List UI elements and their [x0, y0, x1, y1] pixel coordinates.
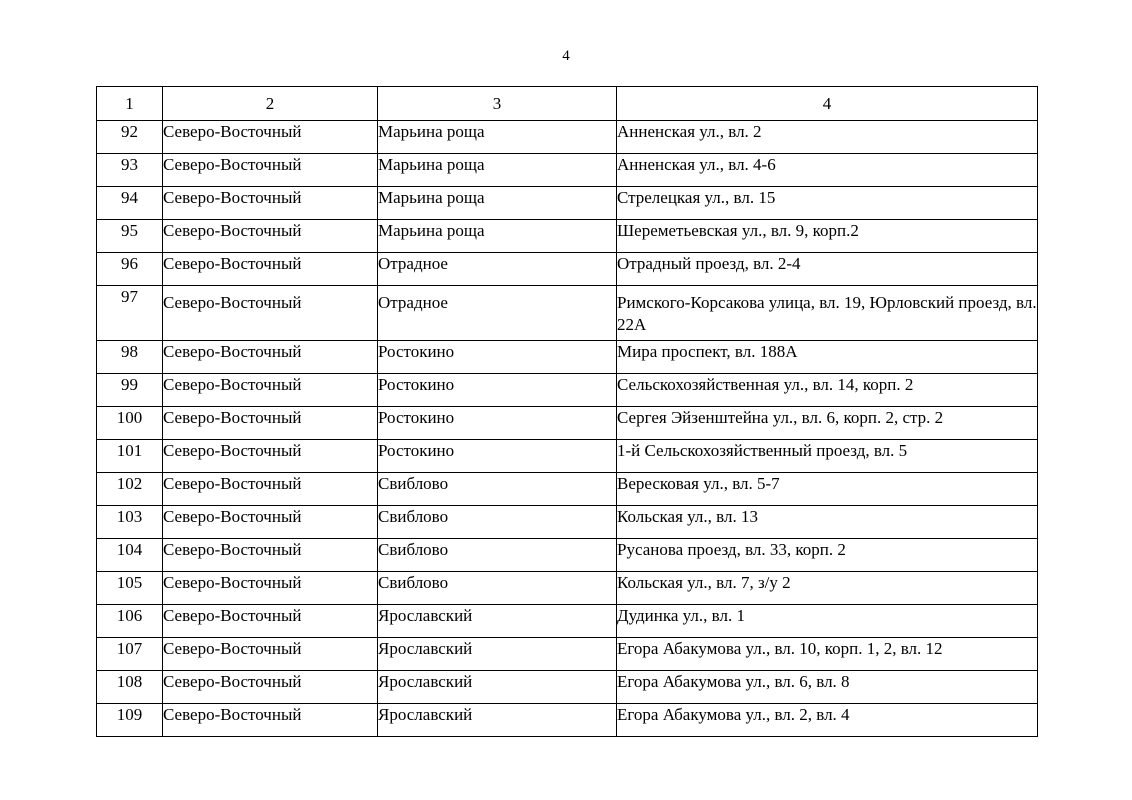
- table-row: [97, 253, 1038, 286]
- okrug-cell: Северо-Восточный: [163, 440, 378, 473]
- address-cell: Анненская ул., вл. 2: [617, 121, 1038, 154]
- okrug-cell: Северо-Восточный: [163, 220, 378, 253]
- table-row: [97, 539, 1038, 572]
- table-row: [97, 704, 1038, 737]
- okrug-cell: Северо-Восточный: [163, 407, 378, 440]
- address-cell: Сергея Эйзенштейна ул., вл. 6, корп. 2, стр. 2: [617, 407, 1038, 440]
- row-number: 109: [97, 704, 163, 737]
- table-row: [97, 572, 1038, 605]
- row-number: 92: [97, 121, 163, 154]
- okrug-cell: Северо-Восточный: [163, 374, 378, 407]
- row-number: 105: [97, 572, 163, 605]
- row-number: 97: [97, 286, 163, 341]
- address-cell: Егора Абакумова ул., вл. 6, вл. 8: [617, 671, 1038, 704]
- row-number: 102: [97, 473, 163, 506]
- page-number: 4: [562, 48, 570, 64]
- address-cell: Анненская ул., вл. 4-6: [617, 154, 1038, 187]
- address-table: [96, 86, 1038, 737]
- address-cell: Русанова проезд, вл. 33, корп. 2: [617, 539, 1038, 572]
- okrug-cell: Северо-Восточный: [163, 539, 378, 572]
- okrug-cell: Северо-Восточный: [163, 704, 378, 737]
- okrug-cell: Северо-Восточный: [163, 572, 378, 605]
- address-cell: Шереметьевская ул., вл. 9, корп.2: [617, 220, 1038, 253]
- table-row: [97, 638, 1038, 671]
- okrug-cell: Северо-Восточный: [163, 121, 378, 154]
- table-row: [97, 220, 1038, 253]
- row-number: 101: [97, 440, 163, 473]
- table-body: [97, 121, 1038, 737]
- row-number: 106: [97, 605, 163, 638]
- row-number: 94: [97, 187, 163, 220]
- header-col-4: 4: [617, 87, 1038, 121]
- table-row: [97, 154, 1038, 187]
- address-cell: Кольская ул., вл. 13: [617, 506, 1038, 539]
- table-row: [97, 187, 1038, 220]
- address-cell: Кольская ул., вл. 7, з/у 2: [617, 572, 1038, 605]
- table-row: [97, 506, 1038, 539]
- district-cell: Ростокино: [378, 407, 617, 440]
- address-cell: Дудинка ул., вл. 1: [617, 605, 1038, 638]
- address-cell: Вересковая ул., вл. 5-7: [617, 473, 1038, 506]
- address-cell: Отрадный проезд, вл. 2-4: [617, 253, 1038, 286]
- table-row: [97, 440, 1038, 473]
- address-cell: Егора Абакумова ул., вл. 2, вл. 4: [617, 704, 1038, 737]
- row-number: 103: [97, 506, 163, 539]
- address-cell: 1-й Сельскохозяйственный проезд, вл. 5: [617, 440, 1038, 473]
- address-cell: Егора Абакумова ул., вл. 10, корп. 1, 2, вл. 12: [617, 638, 1038, 671]
- table-row: [97, 341, 1038, 374]
- okrug-cell: Северо-Восточный: [163, 671, 378, 704]
- address-cell: Мира проспект, вл. 188А: [617, 341, 1038, 374]
- district-cell: Марьина роща: [378, 220, 617, 253]
- okrug-cell: Северо-Восточный: [163, 154, 378, 187]
- table-row: [97, 407, 1038, 440]
- row-number: 108: [97, 671, 163, 704]
- table-row: [97, 286, 1038, 341]
- district-cell: Отрадное: [378, 286, 617, 341]
- okrug-cell: Северо-Восточный: [163, 473, 378, 506]
- okrug-cell: Северо-Восточный: [163, 187, 378, 220]
- district-cell: Свиблово: [378, 539, 617, 572]
- row-number: 99: [97, 374, 163, 407]
- district-cell: Ярославский: [378, 671, 617, 704]
- okrug-cell: Северо-Восточный: [163, 605, 378, 638]
- district-cell: Ростокино: [378, 440, 617, 473]
- row-number: 93: [97, 154, 163, 187]
- header-row: [97, 87, 1038, 121]
- district-cell: Ростокино: [378, 341, 617, 374]
- district-cell: Марьина роща: [378, 154, 617, 187]
- address-cell: Сельскохозяйственная ул., вл. 14, корп. 2: [617, 374, 1038, 407]
- okrug-cell: Северо-Восточный: [163, 506, 378, 539]
- row-number: 104: [97, 539, 163, 572]
- table-row: [97, 473, 1038, 506]
- okrug-cell: Северо-Восточный: [163, 253, 378, 286]
- row-number: 107: [97, 638, 163, 671]
- row-number: 100: [97, 407, 163, 440]
- district-cell: Ростокино: [378, 374, 617, 407]
- header-col-1: 1: [97, 87, 163, 121]
- district-cell: Свиблово: [378, 473, 617, 506]
- district-cell: Ярославский: [378, 638, 617, 671]
- okrug-cell: Северо-Восточный: [163, 286, 378, 341]
- district-cell: Свиблово: [378, 572, 617, 605]
- district-cell: Отрадное: [378, 253, 617, 286]
- table-row: [97, 671, 1038, 704]
- district-cell: Марьина роща: [378, 121, 617, 154]
- district-cell: Марьина роща: [378, 187, 617, 220]
- district-cell: Ярославский: [378, 704, 617, 737]
- okrug-cell: Северо-Восточный: [163, 638, 378, 671]
- row-number: 96: [97, 253, 163, 286]
- table-row: [97, 605, 1038, 638]
- district-cell: Свиблово: [378, 506, 617, 539]
- row-number: 98: [97, 341, 163, 374]
- okrug-cell: Северо-Восточный: [163, 341, 378, 374]
- header-col-3: 3: [378, 87, 617, 121]
- header-col-2: 2: [163, 87, 378, 121]
- address-cell: Стрелецкая ул., вл. 15: [617, 187, 1038, 220]
- table-header: [97, 87, 1038, 121]
- address-cell: Римского-Корсакова улица, вл. 19, Юрловский проезд, вл. 22А: [617, 286, 1038, 341]
- table-row: [97, 121, 1038, 154]
- row-number: 95: [97, 220, 163, 253]
- table-row: [97, 374, 1038, 407]
- district-cell: Ярославский: [378, 605, 617, 638]
